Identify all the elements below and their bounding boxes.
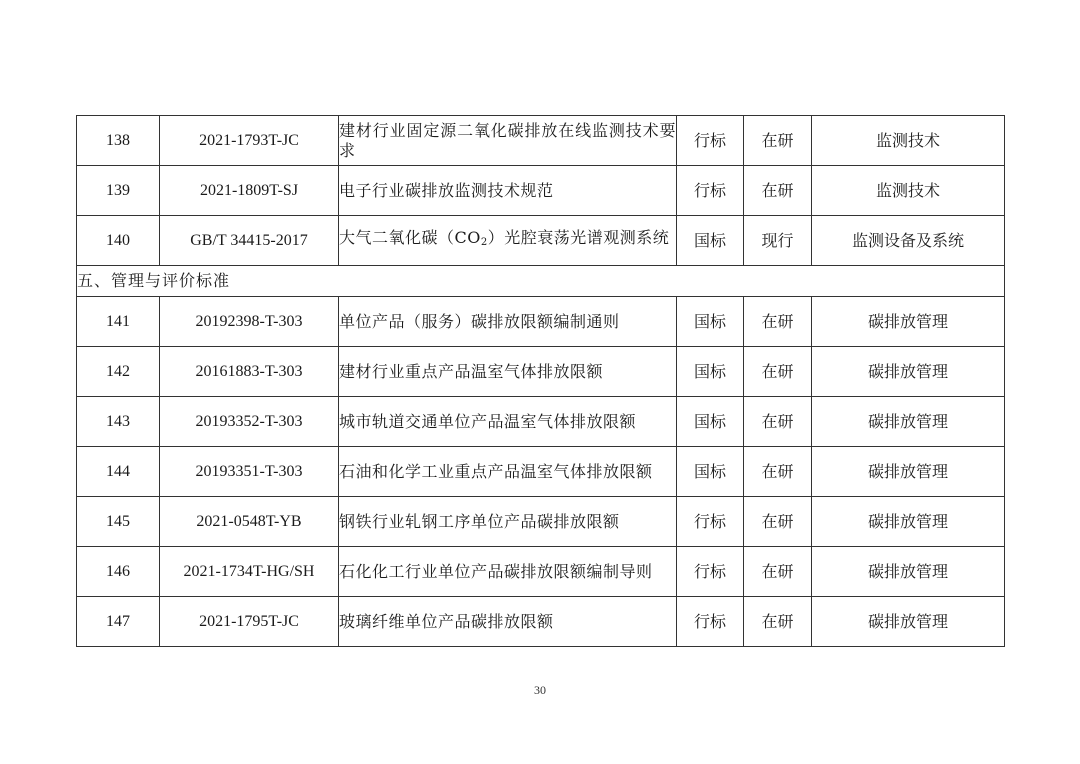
standard-type: 国标 [677,297,744,347]
table-row [77,547,1005,597]
standard-name: 建材行业固定源二氧化碳排放在线监测技术要求 [339,116,677,166]
standard-status: 在研 [744,397,812,447]
table-row [77,397,1005,447]
standard-status: 在研 [744,347,812,397]
standard-category: 监测设备及系统 [812,216,1005,266]
standard-code: 2021-1734T-HG/SH [160,547,339,597]
standard-type: 国标 [677,347,744,397]
standard-type: 行标 [677,166,744,216]
table-row [77,297,1005,347]
standard-category: 碳排放管理 [812,347,1005,397]
row-number: 138 [77,116,160,166]
section-title: 五、管理与评价标准 [77,266,1005,297]
standard-status: 在研 [744,297,812,347]
standard-category: 碳排放管理 [812,497,1005,547]
standard-status: 现行 [744,216,812,266]
standard-status: 在研 [744,547,812,597]
standard-code: GB/T 34415-2017 [160,216,339,266]
row-number: 145 [77,497,160,547]
standard-code: 2021-1795T-JC [160,597,339,647]
standard-name: 单位产品（服务）碳排放限额编制通则 [339,297,677,347]
standard-type: 行标 [677,547,744,597]
row-number: 139 [77,166,160,216]
standard-name: 城市轨道交通单位产品温室气体排放限额 [339,397,677,447]
standard-type: 国标 [677,397,744,447]
standards-table [76,115,1005,647]
page-number: 30 [534,683,546,697]
row-number: 147 [77,597,160,647]
standard-category: 碳排放管理 [812,447,1005,497]
row-number: 141 [77,297,160,347]
standard-code: 20193351-T-303 [160,447,339,497]
standard-code: 2021-1809T-SJ [160,166,339,216]
standard-type: 行标 [677,116,744,166]
table-row [77,447,1005,497]
standard-category: 碳排放管理 [812,597,1005,647]
standard-category: 监测技术 [812,116,1005,166]
standard-status: 在研 [744,166,812,216]
standard-category: 碳排放管理 [812,297,1005,347]
row-number: 146 [77,547,160,597]
standard-status: 在研 [744,447,812,497]
standards-table-body [77,116,1005,647]
standard-type: 行标 [677,597,744,647]
row-number: 144 [77,447,160,497]
standard-type: 国标 [677,216,744,266]
standard-category: 碳排放管理 [812,397,1005,447]
standard-type: 国标 [677,447,744,497]
standard-category: 碳排放管理 [812,547,1005,597]
row-number: 140 [77,216,160,266]
standard-code: 20161883-T-303 [160,347,339,397]
standard-code: 2021-1793T-JC [160,116,339,166]
table-row [77,347,1005,397]
row-number: 143 [77,397,160,447]
standard-name: 石油和化学工业重点产品温室气体排放限额 [339,447,677,497]
standard-code: 20193352-T-303 [160,397,339,447]
standard-category: 监测技术 [812,166,1005,216]
standard-name [339,216,677,266]
standard-name: 玻璃纤维单位产品碳排放限额 [339,597,677,647]
table-row [77,216,1005,266]
row-number: 142 [77,347,160,397]
standard-name: 石化化工行业单位产品碳排放限额编制导则 [339,547,677,597]
standard-status: 在研 [744,116,812,166]
standard-name-part: 大气二氧化碳（CO [339,228,481,247]
table-row [77,497,1005,547]
standard-code: 2021-0548T-YB [160,497,339,547]
table-row [77,166,1005,216]
standard-name-part: ）光腔衰荡光谱观测系统 [487,228,670,247]
standard-status: 在研 [744,497,812,547]
standard-type: 行标 [677,497,744,547]
table-row [77,116,1005,166]
section-header-row [77,266,1005,297]
standard-code: 20192398-T-303 [160,297,339,347]
co2-subscript: 2 [480,237,488,248]
standard-status: 在研 [744,597,812,647]
standard-name: 建材行业重点产品温室气体排放限额 [339,347,677,397]
standard-name: 钢铁行业轧钢工序单位产品碳排放限额 [339,497,677,547]
standard-name: 电子行业碳排放监测技术规范 [339,166,677,216]
table-row [77,597,1005,647]
